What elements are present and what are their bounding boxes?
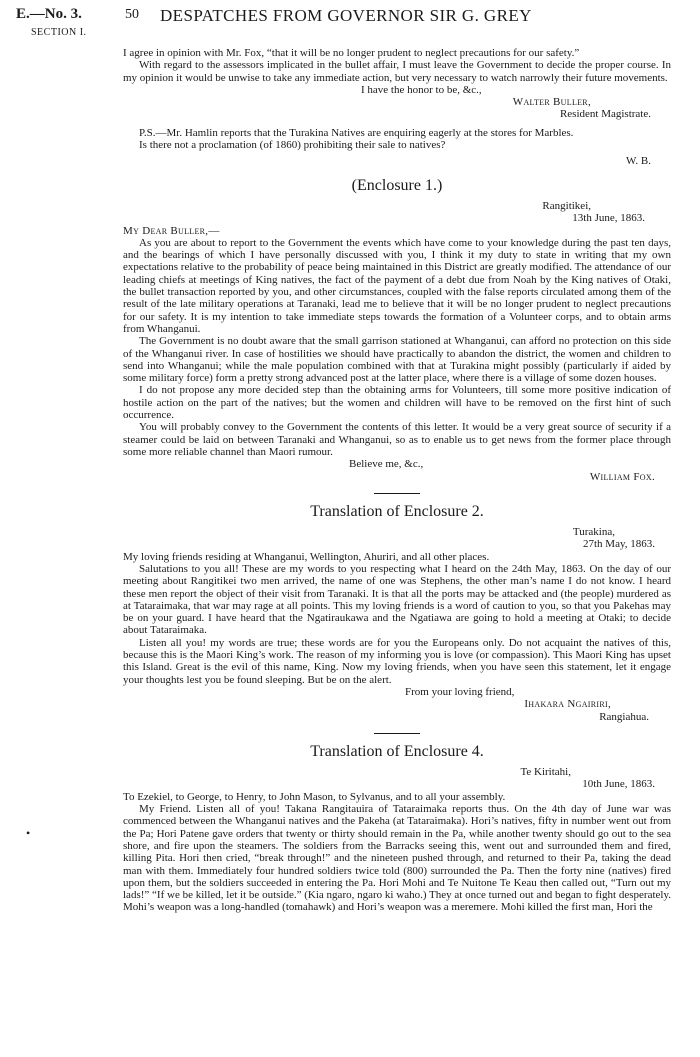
enclosure4-address: To Ezekiel, to George, to Henry, to John Mason, to Sylvanus, and to all your assembly. xyxy=(123,790,506,803)
enclosure1-closing: Believe me, &c., xyxy=(349,458,424,471)
letter1-paragraph: I agree in opinion with Mr. Fox, “that it will be no longer prudent to neglect precautions for our safety.” xyxy=(123,47,580,59)
enclosure1-paragraph: The Government is no doubt aware that the small garrison stationed at Whanganui, can afford no protection on this side of the Whanganui river. In case of hostilities we should have practically to abandon the district, the women and children to send into Whanganui; while the male population combined with that at Turakina might possibly (particularly if aided by some military force) form a pretty strong advanced post at the latter place, where there is a village of some dozen houses. xyxy=(123,335,671,385)
section-divider xyxy=(374,493,420,494)
enclosure1-heading: (Enclosure 1.) xyxy=(351,176,443,194)
document-body xyxy=(123,47,671,914)
running-title: DESPATCHES FROM GOVERNOR SIR G. GREY xyxy=(160,6,532,25)
enclosure1-signature: William Fox. xyxy=(589,470,655,483)
enclosure2-place: Turakina, xyxy=(572,526,615,539)
enclosure4-heading: Translation of Enclosure 4. xyxy=(310,742,484,760)
enclosure2-address: My loving friends residing at Whanganui, Wellington, Ahuriri, and all other places. xyxy=(123,550,490,563)
enclosure2-signature-place: Rangiahua. xyxy=(599,710,649,723)
letter1-signature: Walter Buller, xyxy=(512,96,591,109)
letter1-postscript: P.S.—Mr. Hamlin reports that the Turakina Natives are enquiring eagerly at the stores for Marbles. xyxy=(139,126,574,139)
enclosure4-place: Te Kiritahi, xyxy=(520,766,571,779)
enclosure2-date: 27th May, 1863. xyxy=(582,538,655,551)
letter1-closing: I have the honor to be, &c., xyxy=(361,83,482,96)
enclosure2-paragraph: Listen all you! my words are true; these words are for you the Europeans only. Do not acquaint the natives of this, because this is the Maori King’s work. The reason of my informing you is love (or compassion). This Maori King has upset this Island. Great is the evil of this name, King. Now my loving friends, when you have seen this statement, let it engage your thoughts lest you be found sleeping. But be on the alert. xyxy=(123,636,671,686)
enclosure1-salutation: My Dear Buller,— xyxy=(123,224,220,237)
enclosure2-paragraph: Salutations to you all! These are my words to you respecting what I heard on the 24th May, 1863. On the day of our meeting about Rangitikei two men arrived, the name of one was Stephens, the other man’s name I do not know. I heard these men report the object of their visit from Taranaki. It is that all the ports may be attacked and (the people) murdered as at Tataraimaka, that war may rage at all points. This my loving friends is a word of caution to you, so that you Pakehas may be on your guard. I have heard that the Ngatiraukawa and the Ngatiawa are going to hold a meeting at Otaki; to decide about Tataraimaka. xyxy=(123,562,671,637)
letter1-paragraph: With regard to the assessors implicated in the bullet affair, I must leave the Government to decide the proper course. In my opinion it would be unwise to take any immediate action, but very necessary to watch narrowly their future movements. xyxy=(123,59,671,84)
enclosure2-closing: From your loving friend, xyxy=(405,685,515,698)
letter1-signature-title: Resident Magistrate. xyxy=(559,108,651,121)
enclosure4-date: 10th June, 1863. xyxy=(582,778,655,791)
enclosure4-paragraph: My Friend. Listen all of you! Takana Rangitauira of Tataraimaka reports thus. On the 4th day of June war was commenced between the Whanganui natives and the Pakeha (at Tataraimaka). Hori’s natives, fifty in number went out from the Pa; Hori Patene gave orders that twenty or thirty should remain in the Pa, while another twenty should go out to the sea shore, and fire upon the steamers. The soldiers from the Barracks seeing this, went out and surrounded them and fired, killing Pita. Hori then cried, “break through!” and the nineteen pushed through, and returned to their Pa, taking the dead man with them. Immediately four hundred soldiers twice told (800) surrounded the Pa. Then the forty nine (natives) fired upon them, but the soldiers succeeded in entering the Pa. Hori Mohi and Te Nuitone Te Keau then called out, “Turn out my lads!” “If we be killed, let it be outside.” (Kia ngaro, ngaro ki waho.) They at once turned out and began to fight desperately. Mohi’s weapon was a long-handled (tomahawk) and Hori’s weapon was a meremere. Mohi killed the first man, Hori the xyxy=(123,803,671,914)
page-number: 50 xyxy=(125,7,139,22)
section-label: SECTION I. xyxy=(31,27,87,38)
enclosure1-place: Rangitikei, xyxy=(542,199,591,212)
letter1-initials: W. B. xyxy=(626,155,651,168)
enclosure2-signature: Ihakara Ngairiri, xyxy=(524,698,611,711)
margin-mark: • xyxy=(26,826,31,840)
section-divider xyxy=(374,733,420,734)
letter1-postscript: Is there not a proclamation (of 1860) prohibiting their sale to natives? xyxy=(139,139,446,152)
enclosure2-heading: Translation of Enclosure 2. xyxy=(310,502,484,520)
enclosure1-paragraph: You will probably convey to the Government the contents of this letter. It would be a very great source of security if a steamer could be laid on between Taranaki and Whanganui, so as to enable us to get news from the former place through some more reliable channel than Maori rumour. xyxy=(123,421,671,458)
enclosure1-paragraph: I do not propose any more decided step than the obtaining arms for Volunteers, till some more positive indication of hostile action on the part of the natives; but the women and children will have to be removed on the first hint of such occurrence. xyxy=(123,384,671,422)
enclosure1-date: 13th June, 1863. xyxy=(572,212,645,225)
enclosure1-paragraph: As you are about to report to the Government the events which have come to your knowledge during the past ten days, and the bearings of which I have personally discussed with you, I think it my duty to state in writing that my own expectations relative to the probability of peace being maintained in this District are greatly modified. The attendance of our leading chiefs at meetings of King natives, the fact of the payment of a debt due from Noah by the King natives of Otaki, the bullet transaction reported by you, and other circumstances, coupled with the false reports circulated among them of the result of the late military operations at Taranaki, lead me to believe that it will be no longer prudent to neglect precautions for our safety. It is my intention to take immediate steps towards the formation of a Volunteer corps, and to obtain arms from Whanganui. xyxy=(123,236,671,335)
document-number: E.—No. 3. xyxy=(16,6,82,22)
